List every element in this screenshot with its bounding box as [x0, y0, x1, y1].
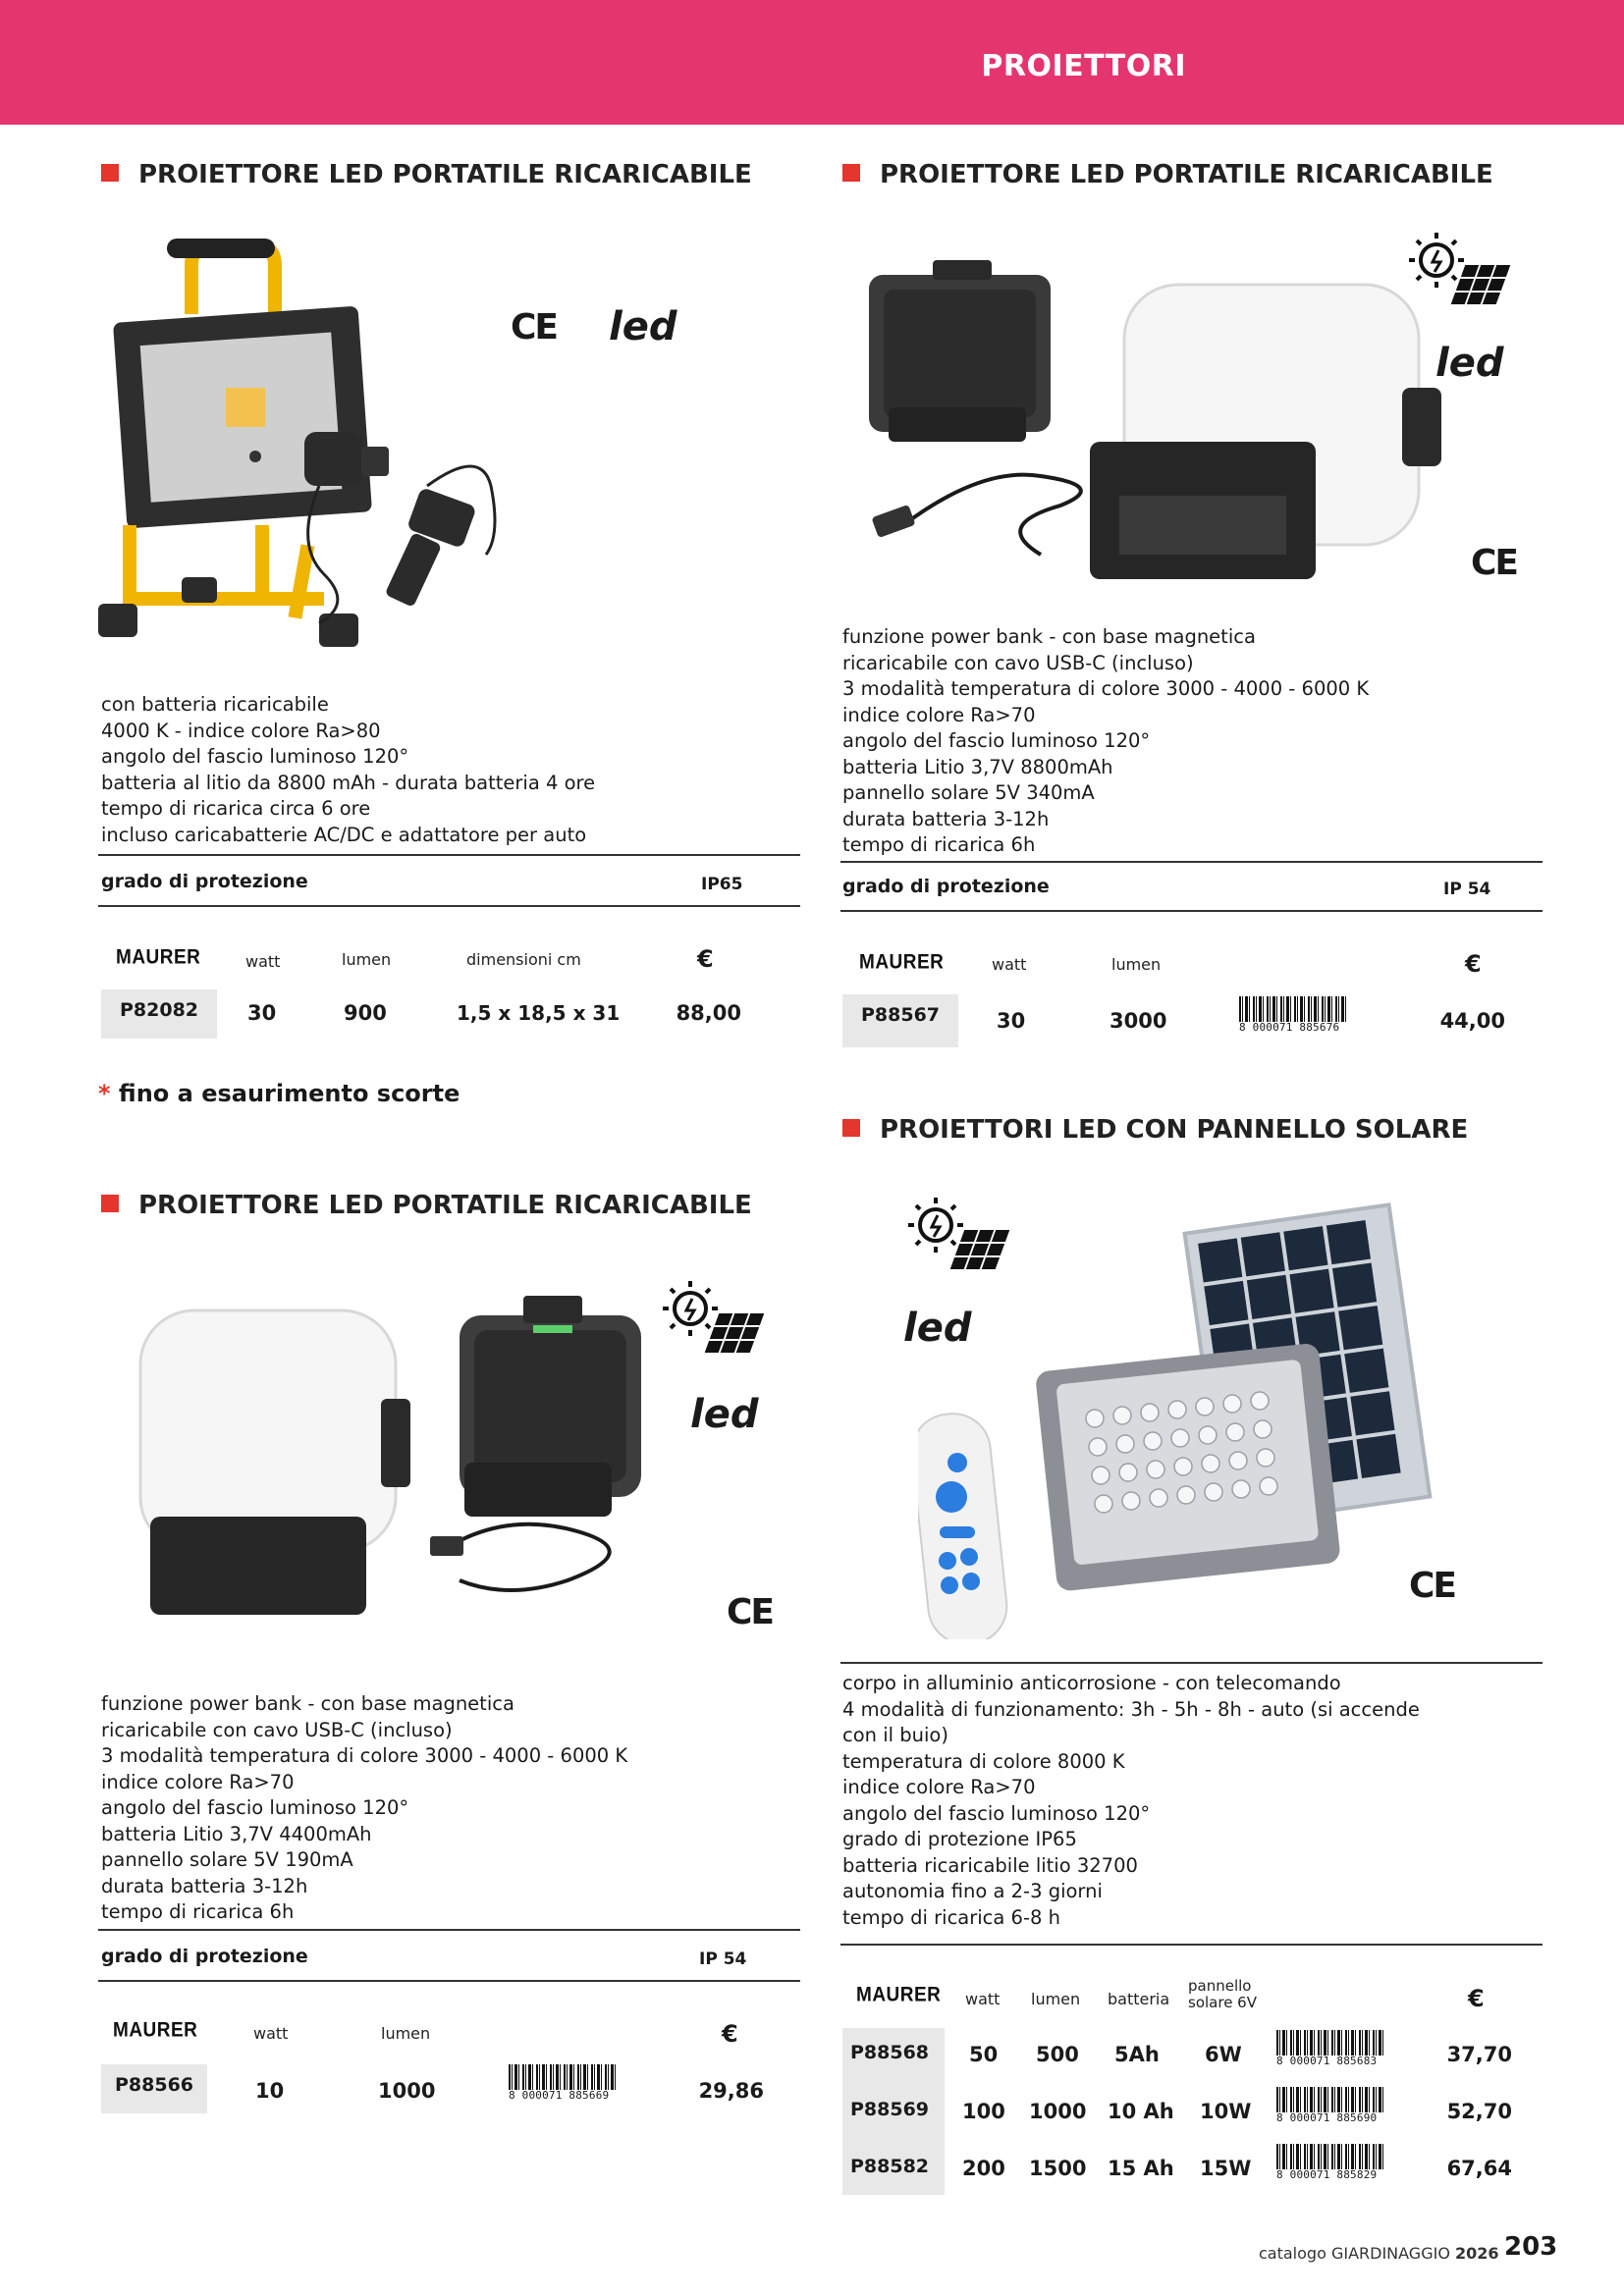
- divider: [98, 1929, 800, 1931]
- ean-barcode: [1276, 2030, 1386, 2065]
- desc-line: durata batteria 3-12h: [101, 1874, 308, 1897]
- desc-line: ricaricabile con cavo USB-C (incluso): [101, 1718, 453, 1741]
- ean-barcode: [509, 2064, 619, 2100]
- row-lumen: 900: [344, 1001, 387, 1025]
- led-logo: led: [609, 304, 677, 349]
- col-header-lumen: lumen: [342, 950, 392, 969]
- desc-line: angolo del fascio luminoso 120°: [101, 1796, 409, 1819]
- desc-line: pannello solare 5V 340mA: [842, 781, 1095, 804]
- bullet-square-icon: [842, 1119, 860, 1137]
- section-title: [101, 1191, 752, 1220]
- product-description: [842, 1671, 1420, 1931]
- section-title: [101, 160, 752, 189]
- row-watt: 200: [962, 2157, 1005, 2180]
- ce-mark: CE: [727, 1592, 774, 1632]
- desc-line: temperatura di colore 8000 K: [842, 1749, 1125, 1773]
- desc-line: angolo del fascio luminoso 120°: [842, 729, 1151, 752]
- col-header-watt: watt: [253, 2024, 289, 2043]
- product-photo-floodlight-yellow-stand: [98, 231, 520, 663]
- led-logo: led: [903, 1306, 972, 1351]
- row-lumen: 1000: [378, 2079, 436, 2103]
- product-description: [101, 1691, 627, 1926]
- desc-line: con batteria ricaricabile: [101, 693, 329, 716]
- desc-line: incluso caricabatterie AC/DC e adattatore per auto: [101, 823, 587, 846]
- section-title-text: PROIETTORE LED PORTATILE RICARICABILE: [138, 160, 752, 189]
- divider: [98, 1980, 800, 1982]
- divider: [98, 854, 800, 856]
- col-header-panel: [1188, 1978, 1257, 2011]
- desc-line: batteria Litio 3,7V 4400mAh: [101, 1822, 372, 1845]
- product-description: [842, 624, 1369, 859]
- section-title-text: PROIETTORI LED CON PANNELLO SOLARE: [880, 1115, 1469, 1145]
- row-panel: 6W: [1205, 2043, 1242, 2066]
- product-code: P88566: [101, 2064, 207, 2113]
- col-header-dimensions: dimensioni cm: [466, 950, 581, 969]
- brand-logo: MAURER: [116, 945, 201, 969]
- col-header-price: €: [697, 945, 714, 973]
- desc-line: ricaricabile con cavo USB-C (incluso): [842, 651, 1194, 674]
- product-code: P82082: [101, 989, 217, 1039]
- row-watt: 100: [962, 2100, 1005, 2123]
- row-battery: 10 Ah: [1108, 2100, 1174, 2123]
- row-lumen: 1000: [1029, 2100, 1087, 2123]
- desc-line: funzione power bank - con base magnetica: [842, 625, 1256, 648]
- col-header-lumen: lumen: [1031, 1990, 1081, 2008]
- product-code: P88569: [850, 2099, 930, 2120]
- product-description: [101, 692, 595, 848]
- row-panel: 15W: [1200, 2157, 1252, 2180]
- desc-line: 4 modalità di funzionamento: 3h - 5h - 8h - auto (si accende: [842, 1697, 1420, 1721]
- desc-line: funzione power bank - con base magnetica: [101, 1692, 514, 1715]
- ce-mark: CE: [1471, 543, 1518, 583]
- product-photo-solar-floodlight-remote: [918, 1198, 1468, 1639]
- col-header-watt: watt: [965, 1990, 1001, 2008]
- ean-number: 8 000071 885683: [1276, 2055, 1378, 2067]
- desc-line: angolo del fascio luminoso 120°: [842, 1801, 1151, 1825]
- bullet-square-icon: [101, 1195, 119, 1212]
- ean-number: 8 000071 885669: [509, 2089, 610, 2102]
- brand-logo: MAURER: [856, 1983, 942, 2006]
- col-header-battery: batteria: [1108, 1990, 1170, 2008]
- col-header-price: €: [722, 2020, 738, 2048]
- footer-catalog-year: 2026: [1455, 2244, 1499, 2263]
- row-watt: 30: [997, 1009, 1026, 1033]
- row-panel: 10W: [1200, 2100, 1252, 2123]
- ean-number: 8 000071 885690: [1276, 2111, 1378, 2124]
- desc-line: con il buio): [842, 1724, 948, 1746]
- footer-catalog-prefix: catalogo: [1259, 2244, 1326, 2263]
- desc-line: indice colore Ra>70: [101, 1770, 295, 1793]
- protection-label: grado di protezione: [842, 876, 1050, 897]
- product-photo-square-floodlight-powerbank: [864, 260, 1443, 594]
- note-text: fino a esaurimento scorte: [118, 1080, 460, 1107]
- col-header-panel-line2: solare 6V: [1188, 1994, 1257, 2011]
- footer-catalog: [1259, 2244, 1499, 2263]
- stock-note: [98, 1080, 460, 1107]
- product-code: P88582: [850, 2156, 930, 2177]
- desc-line: pannello solare 5V 190mA: [101, 1848, 353, 1871]
- footer-catalog-name: GIARDINAGGIO: [1330, 2244, 1450, 2263]
- brand-logo: MAURER: [113, 2018, 198, 2042]
- solar-sun-icon: [663, 1279, 781, 1358]
- desc-line: tempo di ricarica 6h: [101, 1900, 295, 1923]
- led-logo: led: [1435, 341, 1504, 386]
- col-header-watt: watt: [245, 952, 281, 971]
- desc-line: durata batteria 3-12h: [842, 807, 1050, 830]
- ce-mark: CE: [511, 307, 558, 347]
- protection-value: IP 54: [699, 1949, 747, 1969]
- ean-number: 8 000071 885829: [1276, 2168, 1378, 2181]
- section-title-text: PROIETTORE LED PORTATILE RICARICABILE: [880, 160, 1493, 189]
- solar-sun-icon: [1409, 231, 1527, 309]
- ean-barcode: [1276, 2144, 1386, 2179]
- row-price: 29,86: [698, 2079, 764, 2103]
- desc-line: batteria ricaricabile litio 32700: [842, 1853, 1138, 1877]
- ean-barcode: [1239, 996, 1349, 1032]
- ce-mark: CE: [1409, 1566, 1456, 1606]
- ean-number: 8 000071 885676: [1239, 1021, 1340, 1034]
- col-header-lumen: lumen: [381, 2024, 431, 2043]
- row-lumen: 1500: [1029, 2157, 1087, 2180]
- row-price: 52,70: [1446, 2100, 1512, 2123]
- col-header-price: €: [1465, 950, 1482, 978]
- header-bar: [0, 0, 1624, 125]
- bullet-square-icon: [101, 164, 119, 182]
- desc-line: grado di protezione IP65: [842, 1828, 1077, 1850]
- divider: [840, 861, 1543, 863]
- bullet-square-icon: [842, 164, 860, 182]
- desc-line: autonomia fino a 2-3 giorni: [842, 1880, 1103, 1902]
- product-code: P88568: [850, 2042, 930, 2063]
- row-price: 44,00: [1439, 1009, 1505, 1033]
- protection-label: grado di protezione: [101, 871, 308, 892]
- row-dimensions: 1,5 x 18,5 x 31: [457, 1001, 621, 1025]
- divider: [840, 910, 1543, 912]
- desc-line: indice colore Ra>70: [842, 1776, 1036, 1798]
- desc-line: angolo del fascio luminoso 120°: [101, 745, 409, 768]
- brand-logo: MAURER: [859, 950, 945, 974]
- row-watt: 50: [969, 2043, 999, 2066]
- row-price: 88,00: [676, 1001, 741, 1025]
- desc-line: 3 modalità temperatura di colore 3000 - 4000 - 6000 K: [842, 677, 1370, 700]
- product-photo-small-floodlight-powerbank: [135, 1286, 666, 1620]
- protection-value: IP 54: [1443, 880, 1491, 899]
- desc-line: tempo di ricarica 6h: [842, 833, 1036, 856]
- col-header-price: €: [1468, 1985, 1485, 2012]
- desc-line: batteria al litio da 8800 mAh - durata batteria 4 ore: [101, 771, 596, 794]
- row-price: 67,64: [1446, 2157, 1512, 2180]
- desc-line: tempo di ricarica 6-8 h: [842, 1905, 1060, 1929]
- divider: [840, 1662, 1543, 1664]
- desc-line: 4000 K - indice colore Ra>80: [101, 719, 381, 742]
- desc-line: corpo in alluminio anticorrosione - con telecomando: [842, 1672, 1341, 1694]
- led-logo: led: [690, 1392, 759, 1437]
- desc-line: tempo di ricarica circa 6 ore: [101, 797, 371, 820]
- row-price: 37,70: [1446, 2043, 1512, 2066]
- protection-label: grado di protezione: [101, 1946, 308, 1967]
- col-header-watt: watt: [992, 955, 1027, 974]
- ean-barcode: [1276, 2087, 1386, 2122]
- col-header-panel-line1: pannello: [1188, 1977, 1252, 1995]
- section-title-text: PROIETTORE LED PORTATILE RICARICABILE: [138, 1191, 752, 1220]
- row-battery: 15 Ah: [1108, 2157, 1174, 2180]
- protection-value: IP65: [701, 875, 743, 894]
- col-header-lumen: lumen: [1111, 955, 1162, 974]
- page-number: 203: [1504, 2232, 1558, 2262]
- divider: [98, 905, 800, 907]
- row-watt: 10: [255, 2079, 285, 2103]
- divider: [840, 1944, 1543, 1946]
- note-asterisk: *: [98, 1080, 111, 1107]
- desc-line: batteria Litio 3,7V 8800mAh: [842, 755, 1113, 778]
- row-lumen: 500: [1036, 2043, 1079, 2066]
- section-title: [842, 160, 1493, 189]
- section-title: [842, 1115, 1468, 1145]
- page-title: PROIETTORI: [981, 49, 1186, 83]
- row-watt: 30: [247, 1001, 277, 1025]
- product-code: P88567: [842, 994, 958, 1047]
- desc-line: indice colore Ra>70: [842, 703, 1036, 726]
- row-lumen: 3000: [1110, 1009, 1167, 1033]
- desc-line: 3 modalità temperatura di colore 3000 - 4000 - 6000 K: [101, 1744, 628, 1767]
- row-battery: 5Ah: [1114, 2043, 1160, 2066]
